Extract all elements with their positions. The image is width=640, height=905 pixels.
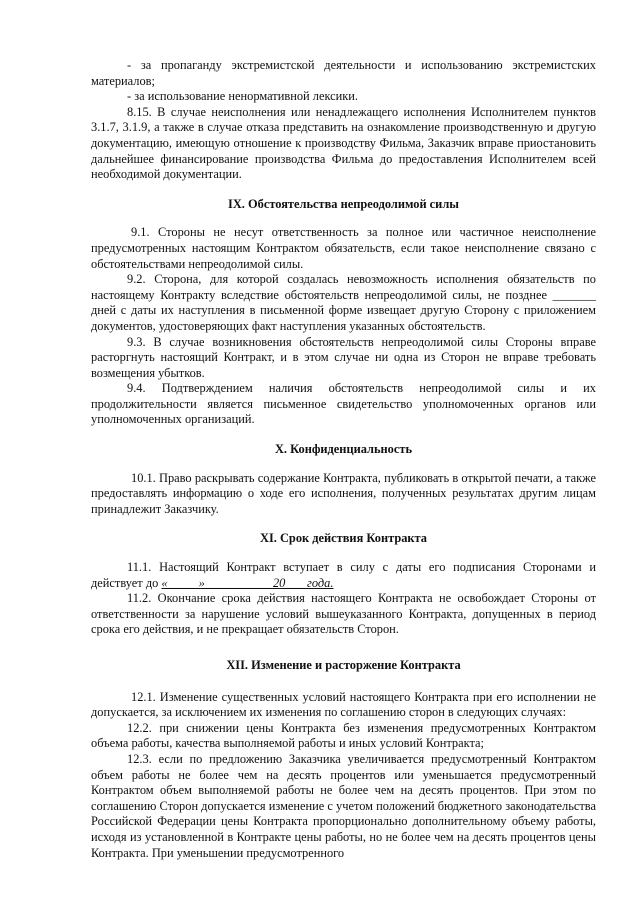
- paragraph-extremist: - за пропаганду экстремистской деятельности и использованию экстремистских материалов;: [91, 58, 596, 88]
- paragraph-11-1: [91, 560, 596, 591]
- paragraph-10-1: 10.1. Право раскрывать содержание Контракта, публиковать в открытой печати, а также предоставлять информацию о ходе его исполнения, полученных результатах другим лицам принадлежит Заказчику.: [91, 470, 596, 516]
- paragraph-9-3: 9.3. В случае возникновения обстоятельств непреодолимой силы Стороны вправе расторгнуть настоящий Контракт, и в этом случае ни одна из Сторон не вправе требовать возмещения убытков.: [91, 334, 596, 380]
- paragraph-11-1-text: 11.1. Настоящий Контракт вступает в силу с даты его подписания Сторонами и действует до: [91, 560, 596, 590]
- paragraph-9-4: 9.4. Подтверждением наличия обстоятельств непреодолимой силы и их продолжительности является письменное свидетельство уполномоченных органов или уполномоченных организаций.: [91, 381, 596, 427]
- paragraph-9-2: 9.2. Сторона, для которой создалась невозможность исполнения обязательств по настоящему Контракту вследствие обстоятельств непреодолимой силы, не позднее _______ дней с даты их наступления в письменной форме извещает другую Сторону с приложением документов, удостоверяющих факт наступления указанных обстоятельств.: [91, 272, 596, 333]
- paragraph-12-3: 12.3. если по предложению Заказчика увеличивается предусмотренный Контрактом объем работы не более чем на десять процентов или уменьшается предусмотренный Контрактом объем выполняемой работы не более чем на десять процентов. При этом по соглашению Сторон допускается изменение с учетом положений бюджетного законодательства Российской Федерации цены Контракта пропорционально дополнительному объему работы, исходя из установленной в Контракте цены работы, но не более чем на десять процентов цены Контракта. При уменьшении предусмотренного: [91, 751, 596, 860]
- section-11-title: XI. Срок действия Контракта: [260, 531, 427, 546]
- paragraph-8-15: 8.15. В случае неисполнения или ненадлежащего исполнения Исполнителем пунктов 3.1.7, 3.1.9, а также в случае отказа представить на ознакомление производственную и другую документацию, имеющую отношение к производству Фильма, Заказчик вправе приостановить дальнейшее финансирование производства Фильма до предоставления Исполнителем всей необходимой документации.: [91, 104, 596, 182]
- section-10-title: X. Конфиденциальность: [274, 442, 413, 457]
- paragraph-12-1: 12.1. Изменение существенных условий настоящего Контракта при его исполнении не допускается, за исключением их изменения по соглашению сторон в следующих случаях:: [91, 689, 596, 720]
- paragraph-11-2: 11.2. Окончание срока действия настоящего Контракта не освобождает Стороны от ответственности за нарушение условий вышеуказанного Контракта, допущенных в период срока его действия, и не прекращает обязательств Сторон.: [91, 591, 596, 637]
- paragraph-12-2: 12.2. при снижении цены Контракта без изменения предусмотренных Контрактом объема работы, качества выполняемой работы и иных условий Контракта;: [91, 720, 596, 751]
- paragraph-profanity: - за использование ненормативной лексики.: [127, 89, 359, 104]
- section-9-title: IX. Обстоятельства непреодолимой силы: [228, 196, 459, 211]
- section-12-title: XII. Изменение и расторжение Контракта: [226, 658, 461, 672]
- paragraph-9-1: 9.1. Стороны не несут ответственность за полное или частичное неисполнение предусмотренных настоящим Контрактом обязательств, если такое неисполнение связано с обстоятельствами непреодолимой силы.: [91, 225, 596, 271]
- contract-end-date-field: «_____»___________20___ года.: [161, 575, 334, 590]
